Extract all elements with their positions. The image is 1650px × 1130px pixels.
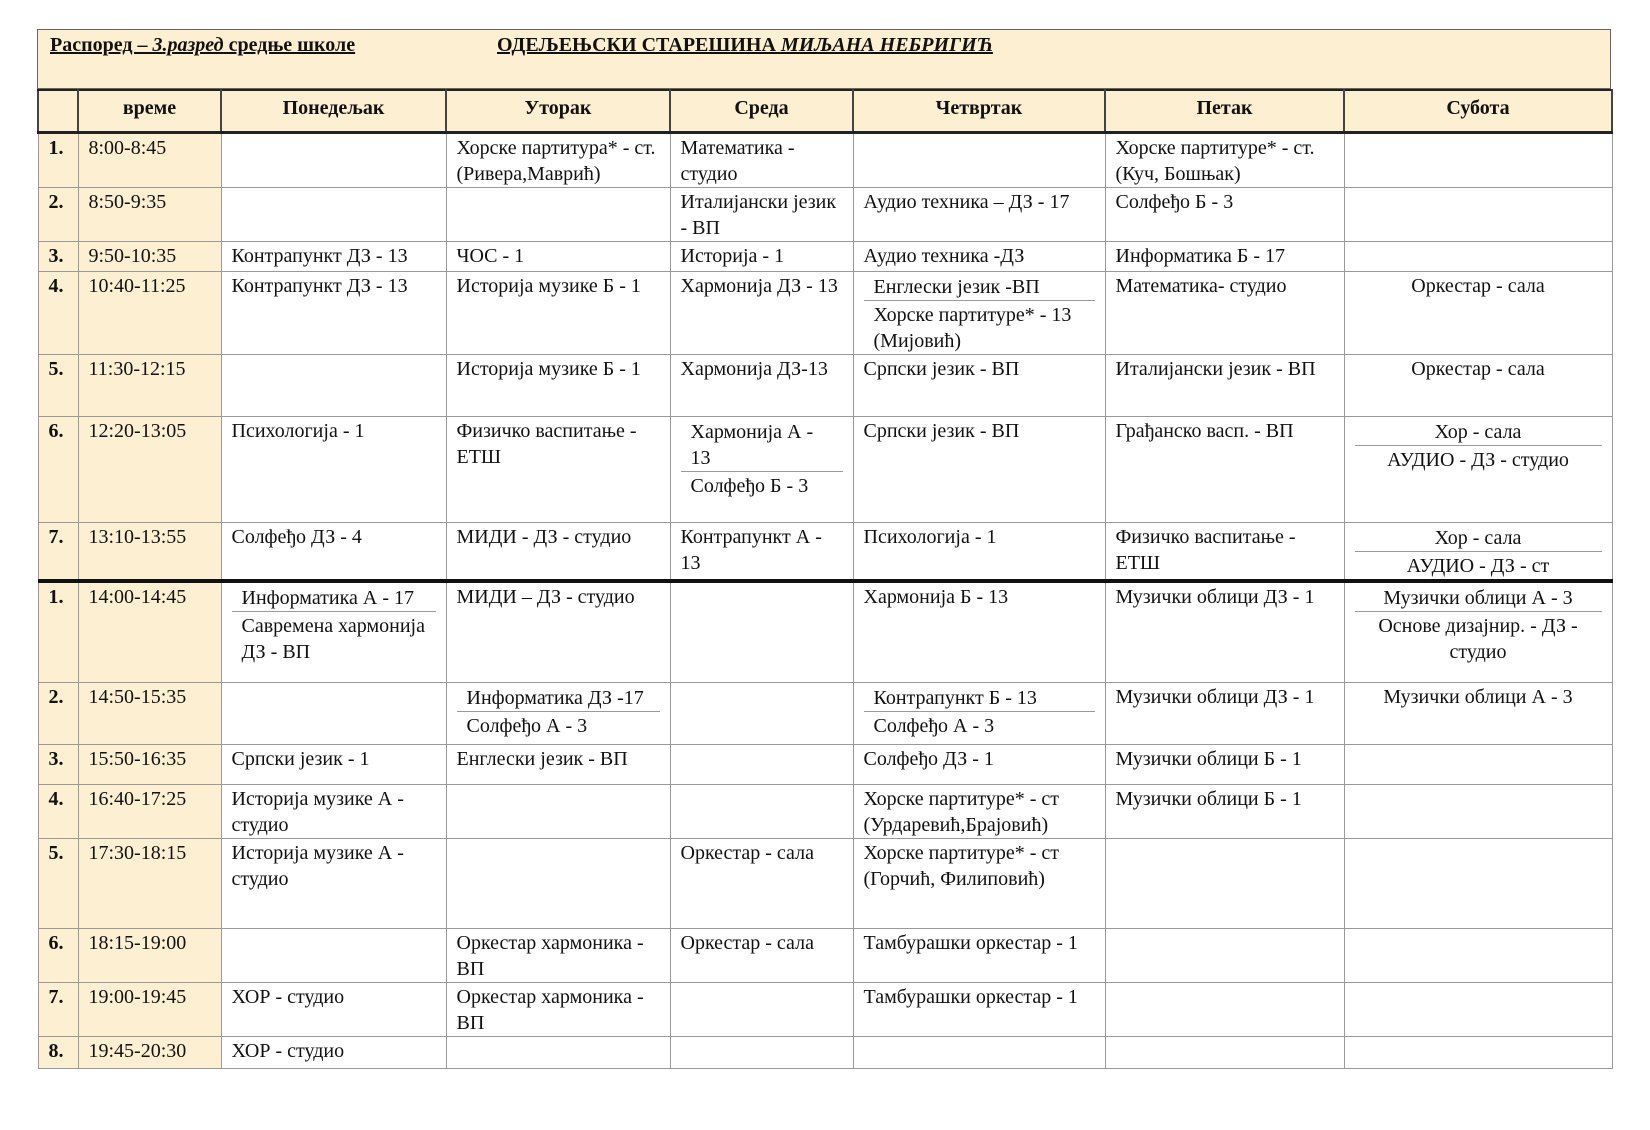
cell-tue: Оркестар хармоника - ВП <box>446 983 670 1037</box>
cell-tue: Хорске партитура* - ст. (Ривера,Мавриħ) <box>446 132 670 187</box>
cell-mon <box>221 132 446 187</box>
cell-wed: Контрапункт А - 13 <box>670 522 853 581</box>
cell-wed <box>670 745 853 785</box>
cell-tue: Оркестар хармоника - ВП <box>446 929 670 983</box>
period-time: 10:40-11:25 <box>78 271 221 354</box>
table-row <box>38 132 1612 187</box>
period-number: 5. <box>38 839 78 929</box>
cell-entry: Савремена хармонија ДЗ - ВП <box>232 611 436 665</box>
period-number: 2. <box>38 683 78 745</box>
header-row <box>38 90 1612 132</box>
period-time: 14:50-15:35 <box>78 683 221 745</box>
table-row <box>38 839 1612 929</box>
cell-fri <box>1105 1037 1344 1069</box>
cell-tue <box>446 187 670 241</box>
col-header-thursday: Четвртак <box>853 90 1105 132</box>
period-number: 6. <box>38 929 78 983</box>
table-row <box>38 187 1612 241</box>
schedule-banner <box>37 29 1611 89</box>
schedule-body <box>38 132 1612 1069</box>
cell-entry: Контрапункт Б - 13 <box>873 687 1037 709</box>
cell-thu: Хорске партитуре* - ст (Горчић, Филиповић) <box>853 839 1105 929</box>
schedule-table <box>37 89 1613 1069</box>
col-header-num <box>38 90 78 132</box>
period-time: 8:00-8:45 <box>78 132 221 187</box>
cell-sat <box>1344 983 1612 1037</box>
cell-thu: Српски језик - ВП <box>853 354 1105 416</box>
table-row <box>38 581 1612 683</box>
cell-tue: МИДИ - ДЗ - студио <box>446 522 670 581</box>
cell-fri <box>1105 983 1344 1037</box>
table-row <box>38 271 1612 354</box>
col-header-wednesday: Среда <box>670 90 853 132</box>
cell-thu: Тамбурашки оркестар - 1 <box>853 983 1105 1037</box>
cell-mon: Историја музике А - студио <box>221 785 446 839</box>
cell-wed: Хармонија ДЗ - 13 <box>670 271 853 354</box>
cell-entry: Солфеђо Б - 3 <box>681 471 843 499</box>
period-time: 15:50-16:35 <box>78 745 221 785</box>
cell-sat: Музички облици А - 3 <box>1344 683 1612 745</box>
cell-thu: Психологија - 1 <box>853 522 1105 581</box>
cell-mon <box>221 683 446 745</box>
cell-fri <box>1105 839 1344 929</box>
schedule-title: Распоред – 3.разред средње школе <box>50 34 356 56</box>
cell-sat <box>1344 416 1612 522</box>
cell-fri <box>1105 929 1344 983</box>
period-time: 18:15-19:00 <box>78 929 221 983</box>
cell-wed <box>670 416 853 522</box>
cell-thu: Хармонија Б - 13 <box>853 581 1105 683</box>
cell-tue: Енглески језик - ВП <box>446 745 670 785</box>
cell-wed <box>670 581 853 683</box>
table-row <box>38 785 1612 839</box>
col-header-tuesday: Уторак <box>446 90 670 132</box>
cell-mon: Контрапункт ДЗ - 13 <box>221 271 446 354</box>
cell-fri: Физичко васпитање - ЕТШ <box>1105 522 1344 581</box>
cell-sat <box>1344 581 1612 683</box>
table-row <box>38 683 1612 745</box>
cell-tue: Историја музике Б - 1 <box>446 271 670 354</box>
cell-mon <box>221 187 446 241</box>
period-time: 17:30-18:15 <box>78 839 221 929</box>
cell-tue <box>446 839 670 929</box>
cell-fri: Математика- студио <box>1105 271 1344 354</box>
cell-thu: Солфеђо ДЗ - 1 <box>853 745 1105 785</box>
period-time: 14:00-14:45 <box>78 581 221 683</box>
cell-thu: Аудио техника -ДЗ <box>853 241 1105 271</box>
table-row <box>38 983 1612 1037</box>
cell-sat: Оркестар - сала <box>1344 354 1612 416</box>
cell-tue <box>446 785 670 839</box>
table-row <box>38 241 1612 271</box>
period-time: 11:30-12:15 <box>78 354 221 416</box>
period-time: 16:40-17:25 <box>78 785 221 839</box>
period-number: 8. <box>38 1037 78 1069</box>
period-time: 19:00-19:45 <box>78 983 221 1037</box>
cell-mon: Солфеђо ДЗ - 4 <box>221 522 446 581</box>
table-row <box>38 1037 1612 1069</box>
cell-entry: АУДИО - ДЗ - ст <box>1355 551 1602 579</box>
cell-entry: Солфеђо А - 3 <box>457 711 660 739</box>
cell-sat <box>1344 745 1612 785</box>
cell-fri: Солфеђо Б - 3 <box>1105 187 1344 241</box>
cell-entry: Хор - сала <box>1434 420 1522 443</box>
col-header-monday: Понедељак <box>221 90 446 132</box>
cell-tue: Физичко васпитање - ЕТШ <box>446 416 670 522</box>
cell-fri: Хорске партитуре* - ст. (Куч, Бошњак) <box>1105 132 1344 187</box>
cell-mon: Контрапункт ДЗ - 13 <box>221 241 446 271</box>
cell-entry: Хорске партитуре* - 13 (Мијовић) <box>864 300 1095 354</box>
cell-wed <box>670 1037 853 1069</box>
period-number: 4. <box>38 271 78 354</box>
table-row <box>38 929 1612 983</box>
cell-mon: ХОР - студио <box>221 983 446 1037</box>
period-time: 9:50-10:35 <box>78 241 221 271</box>
cell-fri: Грађанско васп. - ВП <box>1105 416 1344 522</box>
period-time: 13:10-13:55 <box>78 522 221 581</box>
cell-tue: ЧОС - 1 <box>446 241 670 271</box>
cell-sat <box>1344 1037 1612 1069</box>
cell-wed: Математика - студио <box>670 132 853 187</box>
col-header-saturday: Субота <box>1344 90 1612 132</box>
cell-wed <box>670 683 853 745</box>
period-number: 5. <box>38 354 78 416</box>
cell-tue <box>446 1037 670 1069</box>
cell-wed: Историја - 1 <box>670 241 853 271</box>
period-time: 19:45-20:30 <box>78 1037 221 1069</box>
col-header-friday: Петак <box>1105 90 1344 132</box>
cell-mon <box>221 354 446 416</box>
period-time: 12:20-13:05 <box>78 416 221 522</box>
cell-sat <box>1344 187 1612 241</box>
cell-thu <box>853 271 1105 354</box>
cell-mon: Српски језик - 1 <box>221 745 446 785</box>
schedule-document <box>37 29 1611 1069</box>
cell-sat <box>1344 929 1612 983</box>
cell-fri: Музички облици ДЗ - 1 <box>1105 581 1344 683</box>
cell-mon <box>221 929 446 983</box>
table-row <box>38 416 1612 522</box>
cell-wed <box>670 983 853 1037</box>
cell-mon: Историја музике А - студио <box>221 839 446 929</box>
cell-entry: Основе дизајнир. - ДЗ - студио <box>1355 611 1602 665</box>
cell-wed: Италијански језик - ВП <box>670 187 853 241</box>
cell-wed: Хармонија ДЗ-13 <box>670 354 853 416</box>
cell-sat: Оркестар - сала <box>1344 271 1612 354</box>
cell-thu: Хорске партитуре* - ст (Урдаревић,Брајовић) <box>853 785 1105 839</box>
period-number: 4. <box>38 785 78 839</box>
cell-fri: Италијански језик - ВП <box>1105 354 1344 416</box>
col-header-time: време <box>78 90 221 132</box>
cell-sat <box>1344 132 1612 187</box>
cell-sat <box>1344 785 1612 839</box>
table-row <box>38 522 1612 581</box>
cell-entry: АУДИО - ДЗ - студио <box>1355 445 1602 473</box>
cell-thu <box>853 132 1105 187</box>
cell-mon: ХОР - студио <box>221 1037 446 1069</box>
cell-sat <box>1344 522 1612 581</box>
cell-sat <box>1344 241 1612 271</box>
cell-thu: Тамбурашки оркестар - 1 <box>853 929 1105 983</box>
cell-mon <box>221 581 446 683</box>
period-number: 6. <box>38 416 78 522</box>
cell-tue <box>446 683 670 745</box>
cell-wed: Оркестар - сала <box>670 929 853 983</box>
cell-wed <box>670 785 853 839</box>
cell-thu <box>853 1037 1105 1069</box>
cell-fri: Информатика Б - 17 <box>1105 241 1344 271</box>
period-number: 3. <box>38 745 78 785</box>
cell-entry: Информатика А - 17 <box>241 586 415 609</box>
cell-entry: Хор - сала <box>1434 526 1522 549</box>
cell-entry: Енглески језик -ВП <box>873 275 1040 298</box>
cell-entry: Хармонија А - 13 <box>690 420 814 469</box>
cell-thu <box>853 683 1105 745</box>
period-time: 8:50-9:35 <box>78 187 221 241</box>
cell-mon: Психологија - 1 <box>221 416 446 522</box>
cell-fri: Музички облици Б - 1 <box>1105 745 1344 785</box>
cell-thu: Аудио техника – ДЗ - 17 <box>853 187 1105 241</box>
period-number: 7. <box>38 522 78 581</box>
cell-sat <box>1344 839 1612 929</box>
cell-fri: Музички облици ДЗ - 1 <box>1105 683 1344 745</box>
cell-tue: МИДИ – ДЗ - студио <box>446 581 670 683</box>
cell-fri: Музички облици Б - 1 <box>1105 785 1344 839</box>
period-number: 1. <box>38 581 78 683</box>
cell-wed: Оркестар - сала <box>670 839 853 929</box>
cell-entry: Музички облици А - 3 <box>1383 586 1573 609</box>
cell-entry: Солфеђо А - 3 <box>864 711 1095 739</box>
period-number: 7. <box>38 983 78 1037</box>
table-row <box>38 354 1612 416</box>
table-row <box>38 745 1612 785</box>
cell-entry: Информатика ДЗ -17 <box>466 687 644 709</box>
class-teacher: ОДЕЉЕЊСКИ СТАРЕШИНА МИЉАНА НЕБРИГИЋ <box>497 34 993 56</box>
period-number: 2. <box>38 187 78 241</box>
cell-tue: Историја музике Б - 1 <box>446 354 670 416</box>
period-number: 3. <box>38 241 78 271</box>
cell-thu: Српски језик - ВП <box>853 416 1105 522</box>
period-number: 1. <box>38 132 78 187</box>
